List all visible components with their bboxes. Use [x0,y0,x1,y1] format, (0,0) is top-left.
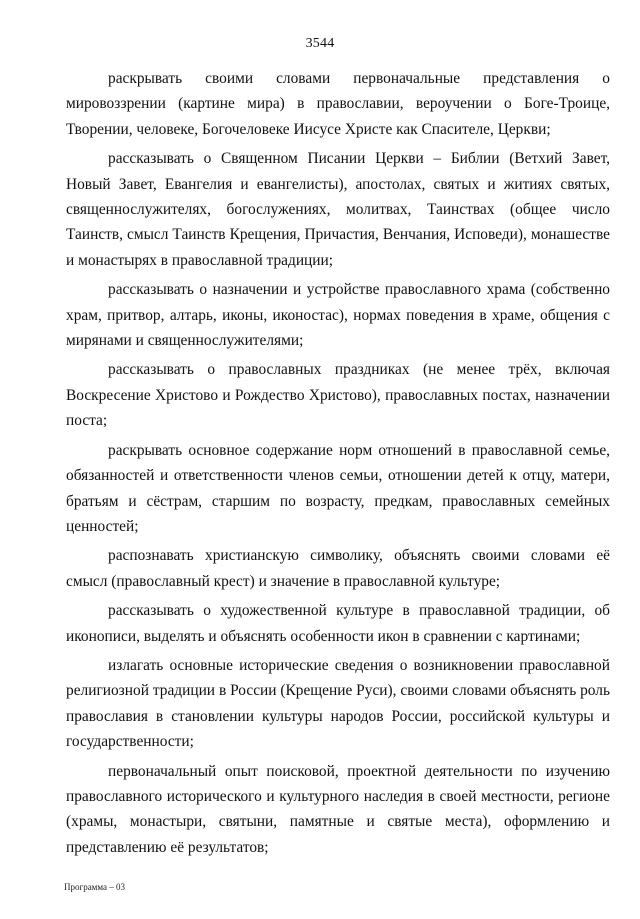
paragraph: раскрывать основное содержание норм отношений в православной семье, обязанностей и ответственности членов семьи, отношении детей к отцу, матери, братьям и сёстрам, старшим по возрасту, предкам, православных семейных ценностей; [66,441,610,535]
paragraph: рассказывать о назначении и устройстве православного храма (собственно храм, притвор, алтарь, иконы, иконостас), нормах поведения в храме, общения с мирянами и священнослужителями; [66,281,610,350]
paragraph: рассказывать о художественной культуре в православной традиции, об иконописи, выделять и объяснять особенности икон в сравнении с картинами; [66,602,610,645]
page-number: 3544 [305,36,335,51]
paragraph: распознавать христианскую символику, объяснять своими словами её смысл (православный крест) и значение в православной культуре; [66,547,610,590]
paragraph: первоначальный опыт поисковой, проектной деятельности по изучению православного исторического и культурного наследия в своей местности, регионе (храмы, монастыри, святыни, памятные и святые места), оформлению и представлению её результатов; [66,762,610,856]
paragraph: раскрывать своими словами первоначальные представления о мировоззрении (картине мира) в православии, вероучении о Боге-Троице, Творении, человеке, Богочеловеке Иисусе Христе как Спасителе, Церкви; [66,70,610,138]
paragraph: рассказывать о Священном Писании Церкви – Библии (Ветхий Завет, Новый Завет, Евангелия и евангелисты), апостолах, святых и житиях святых, священнослужителях, богослужениях, молитвах, Таинствах (общее число Таинств, смысл Таинств Крещения, Причастия, Венчания, Исповеди), монашестве и монастырях в православной традиции; [66,150,610,269]
page-footer: Программа – 03 [64,882,126,892]
document-body [66,66,610,864]
paragraph: рассказывать о православных праздниках (не менее трёх, включая Воскресение Христово и Рождество Христово), православных постах, назначении поста; [66,361,610,430]
paragraph: излагать основные исторические сведения о возникновении православной религиозной традиции в России (Крещение Руси), своими словами объяснять роль православия в становлении культуры народов России, российской культуры и государственности; [66,656,610,751]
